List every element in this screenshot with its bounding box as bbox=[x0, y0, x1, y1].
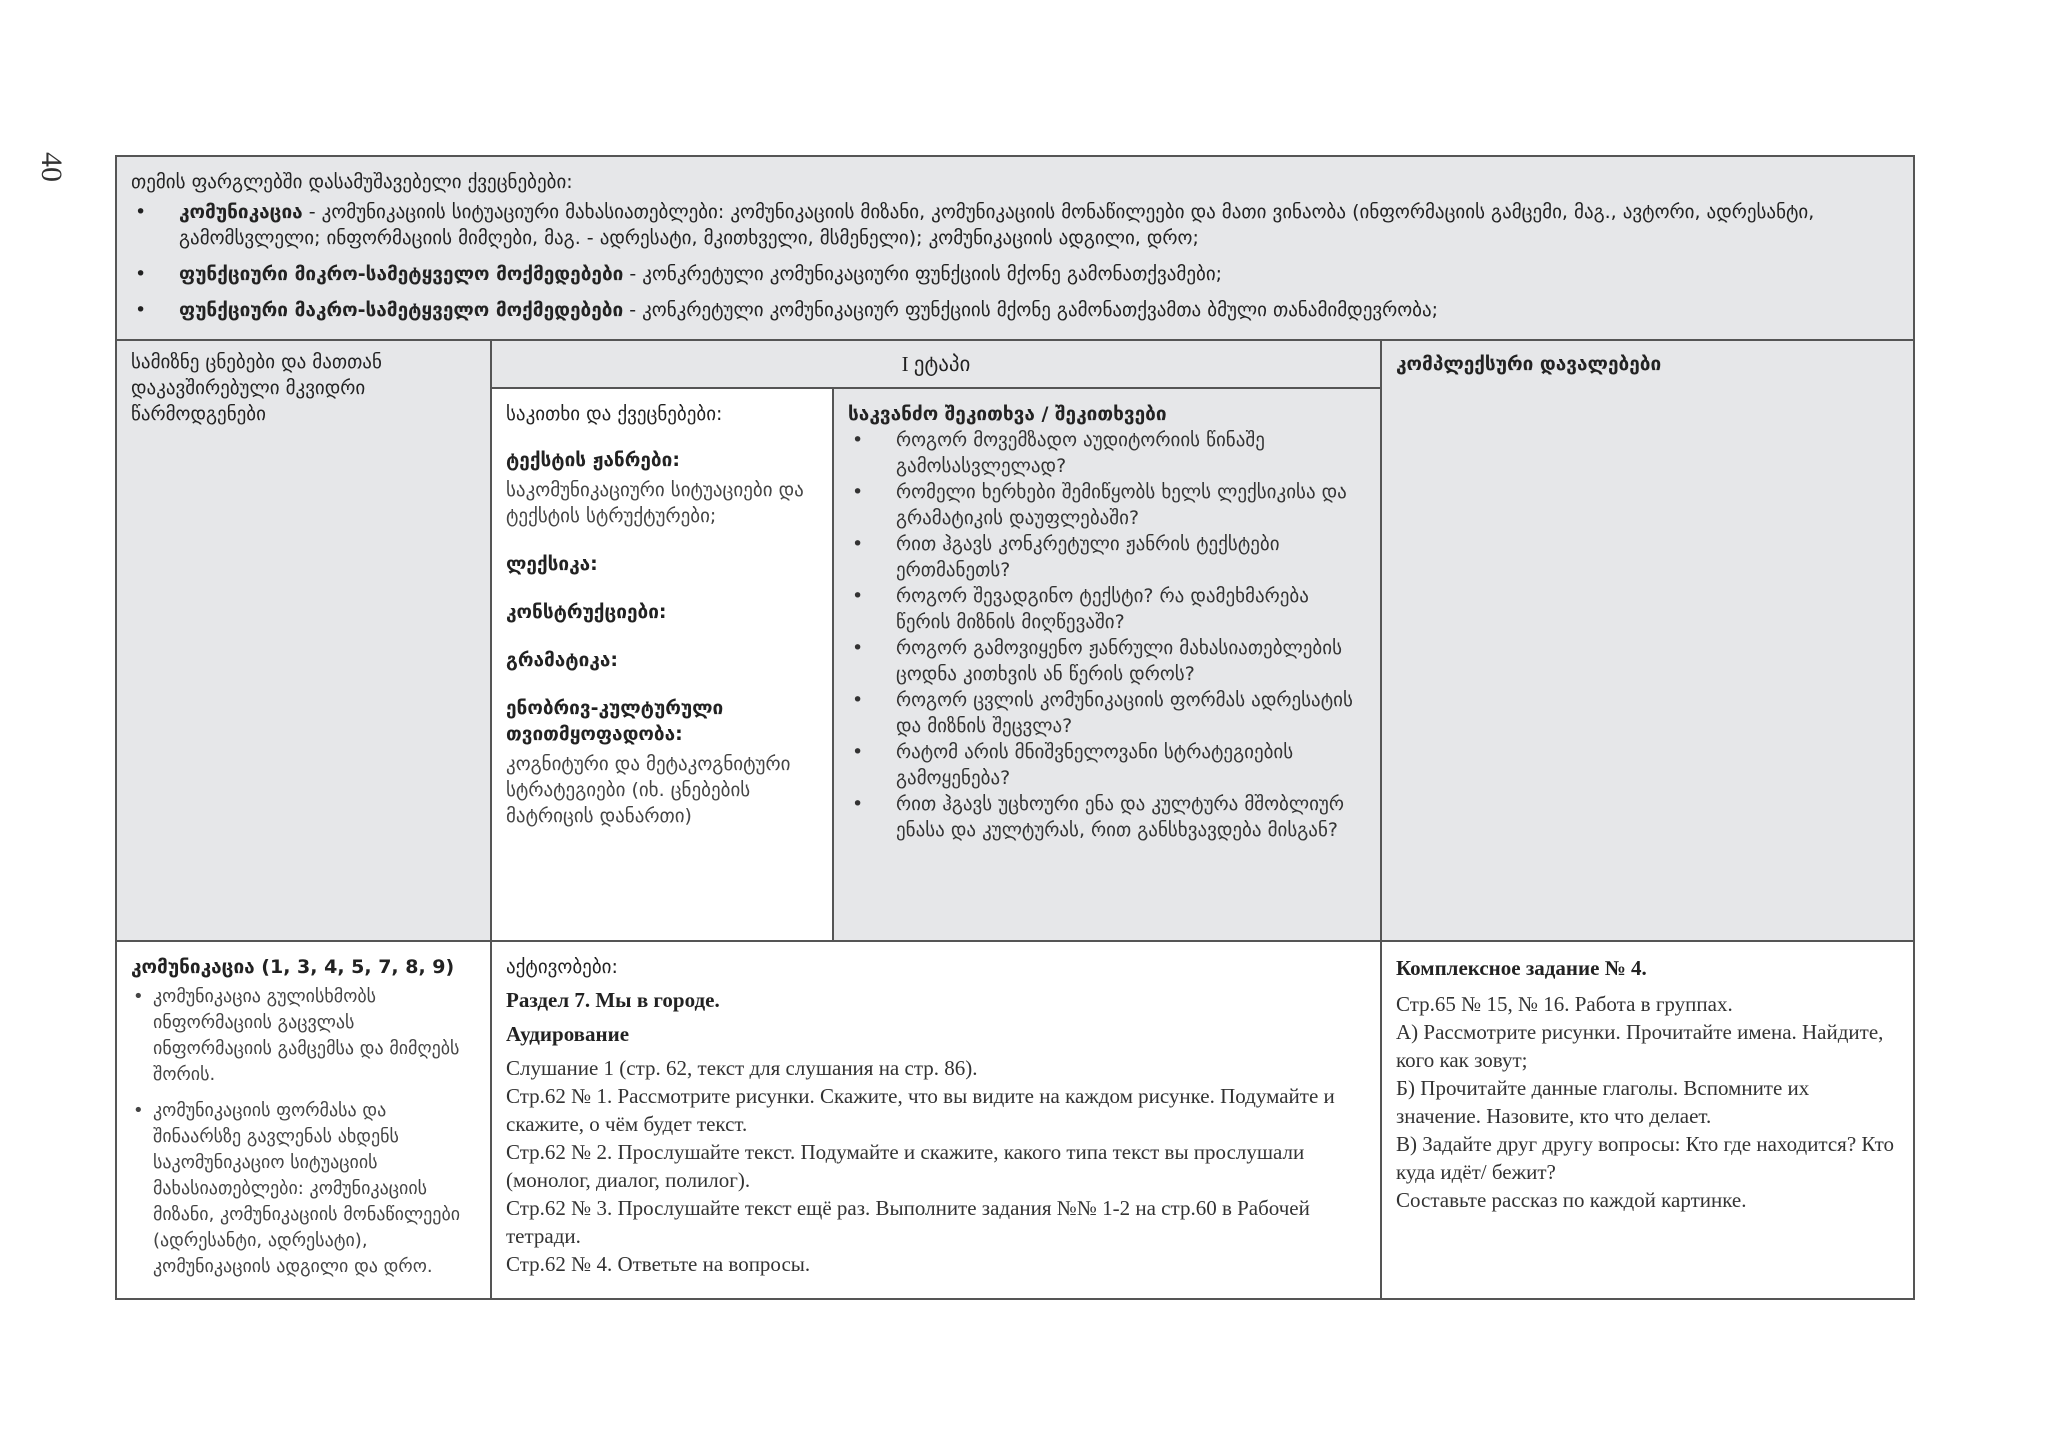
complex-task-line: Стр.65 № 15, № 16. Работа в группах. bbox=[1396, 992, 1733, 1016]
activity-line: Стр.62 № 2. Прослушайте текст. Подумайте и скажите, какого типа текст вы прослушали (монолог, диалог, полилог). bbox=[506, 1140, 1305, 1192]
question-item: • როგორ შევადგინო ტექსტი? რა დამეხმარება წერის მიზნის მიღწევაში? bbox=[848, 583, 1366, 635]
activities-cell bbox=[490, 940, 1382, 1300]
topic-text: - კონკრეტული კომუნიკაციური ფუნქციის მქონე გამონათქვამები; bbox=[623, 263, 1223, 285]
topic-term: კომუნიკაცია bbox=[179, 201, 303, 223]
complex-task-cell bbox=[1380, 940, 1915, 1300]
stage-label: I ეტაპი bbox=[901, 352, 971, 376]
question-item: • რომელი ხერხები შემიწყობს ხელს ლექსიკისა და გრამატიკის დაუფლებაში? bbox=[848, 479, 1366, 531]
genres-text: საკომუნიკაციური სიტუაციები და ტექსტის სტრუქტურები; bbox=[506, 479, 804, 527]
subtopics-heading: საკითხი და ქვეცნებები: bbox=[506, 403, 723, 425]
topic-text: - კონკრეტული კომუნიკაციურ ფუნქციის მქონე გამონათქვამთა ბმული თანამიმდევრობა; bbox=[623, 299, 1439, 321]
key-concepts-label: სამიზნე ცნებები და მათთან დაკავშირებული მკვიდრი წარმოდგენები bbox=[131, 351, 382, 425]
concept-title: კომუნიკაცია (1, 3, 4, 5, 7, 8, 9) bbox=[131, 956, 455, 978]
lexicon-label: ლექსიკა: bbox=[506, 553, 598, 575]
topic-item bbox=[131, 297, 1899, 323]
concept-item: • კომუნიკაციის ფორმასა და შინაარსზე გავლენას ახდენს საკომუნიკაციო სიტუაციის მახასიათებლები: კომუნიკაციის მიზანი, კომუნიკაციის მონაწილეები (ადრესანტი, ადრესატი), კომუნიკაციის ადგილი და დრო. bbox=[131, 1098, 476, 1280]
question-item: • რით ჰგავს კონკრეტული ჟანრის ტექსტები ერთმანეთს? bbox=[848, 531, 1366, 583]
question-item: • როგორ ცვლის კომუნიკაციის ფორმას ადრესატის და მიზნის შეცვლა? bbox=[848, 687, 1366, 739]
key-questions-heading: საკვანძო შეკითხვა / შეკითხვები bbox=[848, 403, 1167, 425]
activity-line: Стр.62 № 1. Рассмотрите рисунки. Скажите, что вы видите на каждом рисунке. Подумайте и скажите, о чём будет текст. bbox=[506, 1084, 1335, 1136]
question-item: • რით ჰგავს უცხოური ენა და კულტურა მშობლიურ ენასა და კულტურას, რით განსხვავდება მისგან? bbox=[848, 791, 1366, 843]
stage-header bbox=[490, 339, 1382, 389]
complex-task-line: Составьте рассказ по каждой картинке. bbox=[1396, 1188, 1747, 1212]
genres-label: ტექსტის ჟანრები: bbox=[506, 449, 680, 471]
activity-line: Стр.62 № 4. Ответьте на вопросы. bbox=[506, 1252, 811, 1276]
complex-task-line: В) Задайте друг другу вопросы: Кто где находится? Кто куда идёт/ бежит? bbox=[1396, 1132, 1895, 1184]
complex-tasks-header bbox=[1380, 339, 1915, 942]
concept-cell bbox=[115, 940, 492, 1300]
activities-subsection: Аудирование bbox=[506, 1022, 630, 1046]
question-item: • როგორ გამოვიყენო ჟანრული მახასიათებლების ცოდნა კითხვის ან წერის დროს? bbox=[848, 635, 1366, 687]
selfsufficiency-label: ენობრივ-კულტურული თვითმყოფადობა: bbox=[506, 697, 724, 745]
topic-term: ფუნქციური მიკრო-სამეტყველო მოქმედებები bbox=[179, 263, 624, 285]
topic-item bbox=[131, 261, 1899, 287]
activity-line: Стр.62 № 3. Прослушайте текст ещё раз. Выполните задания №№ 1-2 на стр.60 в Рабочей тетради. bbox=[506, 1196, 1310, 1248]
topic-item bbox=[131, 199, 1899, 251]
complex-task-line: А) Рассмотрите рисунки. Прочитайте имена. Найдите, кого как зовут; bbox=[1396, 1020, 1884, 1072]
subtopics-cell bbox=[490, 387, 834, 942]
page-number: 40 bbox=[35, 152, 68, 182]
activities-section: Раздел 7. Мы в городе. bbox=[506, 988, 720, 1012]
question-item: • როგორ მოვემზადო აუდიტორიის წინაშე გამოსასვლელად? bbox=[848, 427, 1366, 479]
concept-item: • კომუნიკაცია გულისხმობს ინფორმაციის გაცვლას ინფორმაციის გამცემსა და მიმღებს შორის. bbox=[131, 984, 476, 1088]
complex-tasks-label: კომპლექსური დავალებები bbox=[1396, 353, 1662, 375]
topic-text: - კომუნიკაციის სიტუაციური მახასიათებლები: კომუნიკაციის მიზანი, კომუნიკაციის მონაწილეები და მათი ვინაობა (ინფორმაციის გამცემი, მაგ., ავტორი, ადრესანტი, გამომსვლელი; ინფორმაციის მიმღები, მაგ. - ადრესატი, მკითხველი, მსმენელი); კომუნიკაციის ადგილი, დრო; bbox=[179, 201, 1815, 249]
key-concepts-header bbox=[115, 339, 492, 942]
grammar-label: გრამატიკა: bbox=[506, 649, 618, 671]
activity-line: Слушание 1 (стр. 62, текст для слушания на стр. 86). bbox=[506, 1056, 978, 1080]
constructions-label: კონსტრუქციები: bbox=[506, 601, 667, 623]
topics-section bbox=[115, 155, 1915, 341]
activities-heading: აქტივობები: bbox=[506, 956, 618, 978]
complex-task-line: Б) Прочитайте данные глаголы. Вспомните их значение. Назовите, кто что делает. bbox=[1396, 1076, 1810, 1128]
topic-term: ფუნქციური მაკრო-სამეტყველო მოქმედებები bbox=[179, 299, 624, 321]
complex-task-title: Комплексное задание № 4. bbox=[1396, 956, 1647, 980]
question-item: • რატომ არის მნიშვნელოვანი სტრატეგიების გამოყენება? bbox=[848, 739, 1366, 791]
topics-heading: თემის ფარგლებში დასამუშავებელი ქვეცნებები: bbox=[131, 171, 573, 193]
key-questions-cell bbox=[832, 387, 1382, 942]
selfsufficiency-text: კოგნიტური და მეტაკოგნიტური სტრატეგიები (იხ. ცნებების მატრიცის დანართი) bbox=[506, 753, 791, 827]
